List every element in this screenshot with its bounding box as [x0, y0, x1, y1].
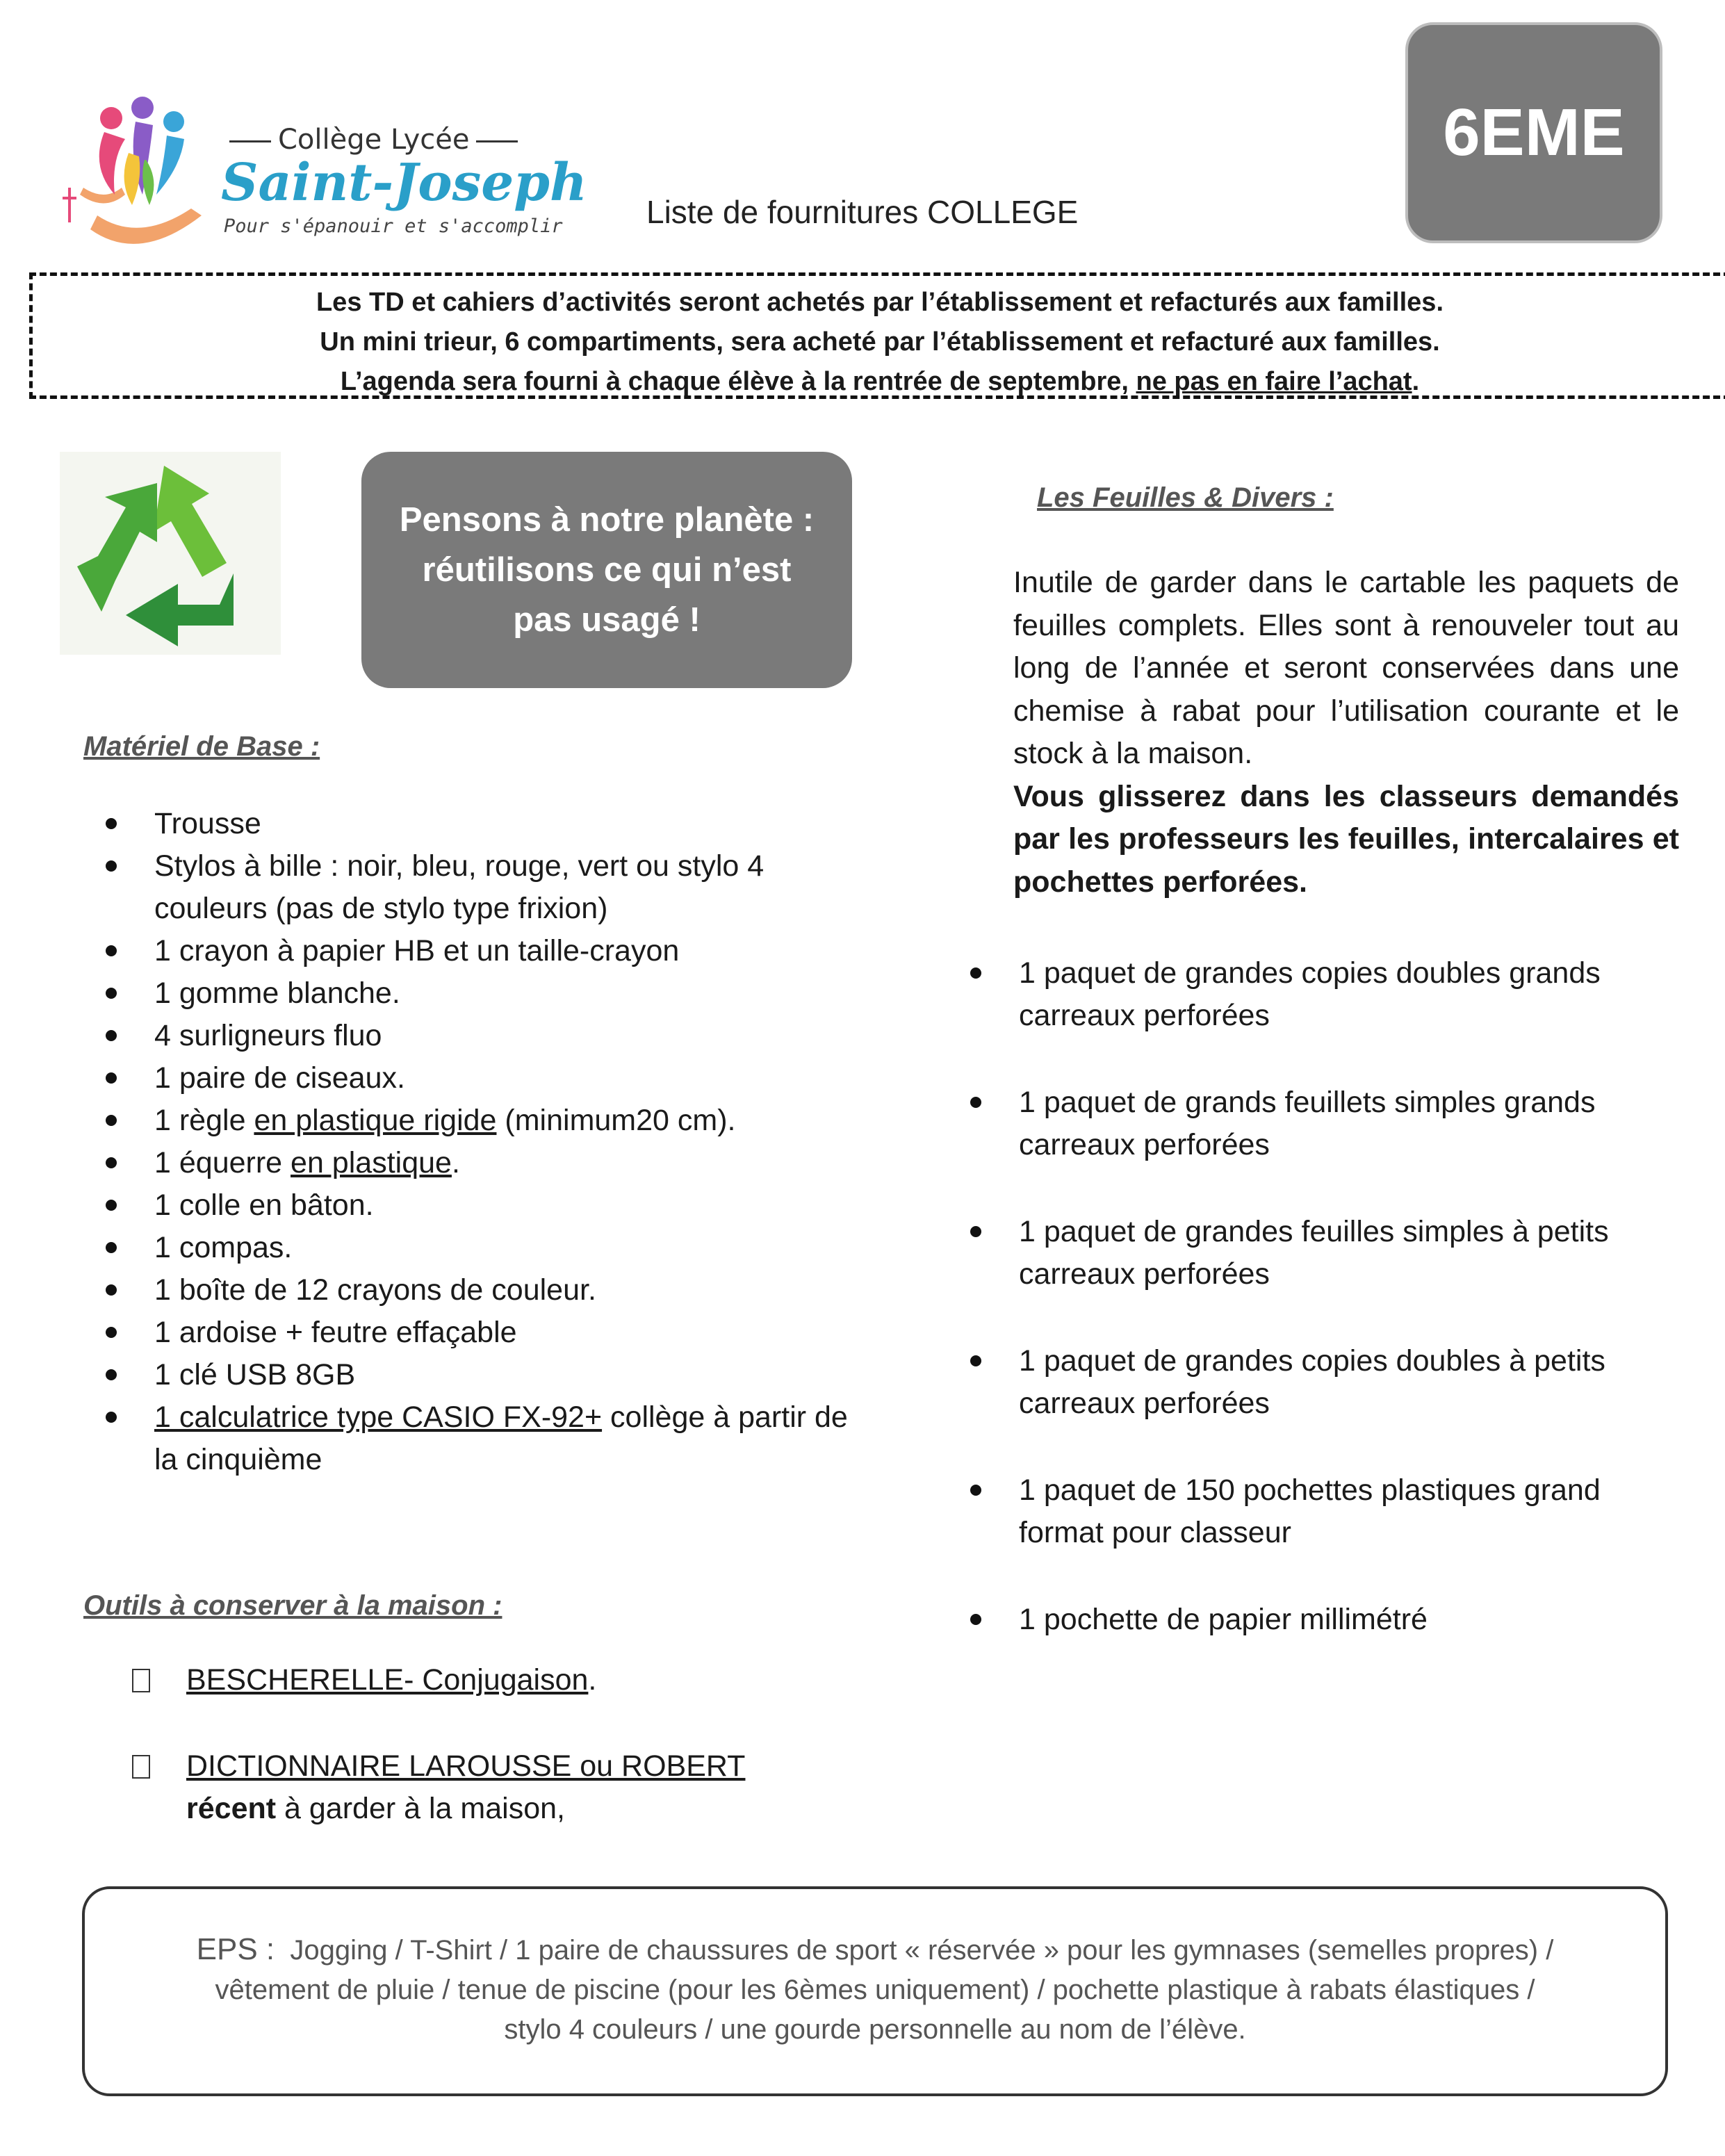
bullet-icon [106, 1157, 117, 1168]
bullet-icon [106, 988, 117, 999]
list-item: BESCHERELLE- Conjugaison. [136, 1659, 762, 1701]
notice-box [29, 272, 1725, 399]
logo-figures-icon [63, 90, 215, 250]
notice-emphasis: ne pas en faire l’achat [1136, 367, 1412, 396]
school-logo [63, 42, 587, 250]
bullet-icon [970, 967, 981, 979]
home-list [136, 1659, 762, 1874]
logo-motto: Pour s'épanouir et s'accomplir [224, 215, 563, 237]
notice-line-1: Les TD et cahiers d’activités seront achetés par l’établissement et refacturés aux familles. [316, 288, 1444, 317]
home-heading: Outils à conserver à la maison : [83, 1590, 502, 1621]
checkbox-icon [132, 1755, 150, 1779]
eps-line-3: stylo 4 couleurs / une gourde personnelle au nom de l’élève. [504, 2014, 1246, 2045]
list-item: 1 pochette de papier millimétré [1019, 1599, 1644, 1641]
list-item: 1 gomme blanche. [154, 972, 849, 1015]
notice-line-3: L’agenda sera fourni à chaque élève à la rentrée de septembre, ne pas en faire l’achat. [340, 367, 1420, 396]
list-item: 1 crayon à papier HB et un taille-crayon [154, 930, 849, 972]
list-item: 1 paquet de 150 pochettes plastiques grand format pour classeur [1019, 1469, 1644, 1554]
eps-line-1: EPS : Jogging / T-Shirt / 1 paire de chaussures de sport « réservée » pour les gymnases (semelles propres) / [196, 1932, 1554, 1966]
bullet-icon [970, 1226, 981, 1237]
eps-line-2: vêtement de pluie / tenue de piscine (pour les 6èmes uniquement) / pochette plastique à rabats élastiques / [215, 1975, 1535, 2005]
papers-intro-bold: Vous glisserez dans les classeurs demandés par les professeurs les feuilles, intercalaires et pochettes perforées. [1013, 779, 1679, 899]
bullet-icon [106, 1412, 117, 1423]
base-list [154, 803, 849, 1481]
list-item: Trousse [154, 803, 849, 845]
list-item: Stylos à bille : noir, bleu, rouge, vert ou stylo 4 couleurs (pas de stylo type frixion) [154, 845, 849, 930]
bullet-icon [106, 1284, 117, 1296]
planet-message: Pensons à notre planète : réutilisons ce qui n’est pas usagé ! [399, 501, 815, 639]
bullet-icon [106, 1327, 117, 1338]
list-item: 1 ardoise + feutre effaçable [154, 1312, 849, 1354]
recycle-icon [60, 452, 281, 655]
grade-badge [1405, 22, 1662, 243]
bullet-icon [106, 1369, 117, 1380]
bullet-icon [106, 1030, 117, 1041]
planet-message-box [361, 452, 852, 688]
papers-heading: Les Feuilles & Divers : [1037, 482, 1334, 513]
list-item: 1 colle en bâton. [154, 1184, 849, 1227]
list-item: 1 paire de ciseaux. [154, 1057, 849, 1100]
page-title: Liste de fournitures COLLEGE [646, 194, 1079, 230]
papers-list [1019, 952, 1644, 1685]
bullet-icon [106, 860, 117, 872]
list-item: 1 règle en plastique rigide (minimum20 cm). [154, 1100, 849, 1142]
notice-line-2: Un mini trieur, 6 compartiments, sera acheté par l’établissement et refacturé aux familles. [320, 327, 1440, 357]
bullet-icon [970, 1355, 981, 1366]
recycle-image [60, 452, 281, 655]
bullet-icon [106, 1242, 117, 1253]
list-item: DICTIONNAIRE LAROUSSE ou ROBERT récent à garder à la maison, [136, 1745, 762, 1830]
list-item: 1 paquet de grands feuillets simples grands carreaux perforées [1019, 1081, 1644, 1166]
bullet-icon [970, 1485, 981, 1496]
bullet-icon [106, 818, 117, 829]
grade-label: 6EME [1443, 95, 1625, 170]
eps-box [82, 1886, 1668, 2096]
bullet-icon [106, 945, 117, 956]
bullet-icon [106, 1072, 117, 1084]
base-heading: Matériel de Base : [83, 731, 320, 762]
papers-intro: Inutile de garder dans le cartable les paquets de feuilles complets. Elles sont à renouveler tout au long de l’année et seront conservées dans une chemise à rabat pour l’utilisation courante et le stock à la maison. Vous glisserez dans les classeurs demandés par les professeurs les feuilles, intercalaires et pochettes perforées. [1013, 566, 1679, 899]
list-item: 1 clé USB 8GB [154, 1354, 849, 1396]
logo-school-name: Saint-Joseph [221, 153, 587, 213]
list-item: 1 compas. [154, 1227, 849, 1269]
logo-college-text: Collège Lycée [222, 124, 525, 156]
list-item: 1 paquet de grandes feuilles simples à petits carreaux perforées [1019, 1211, 1644, 1296]
list-item: 1 paquet de grandes copies doubles à petits carreaux perforées [1019, 1340, 1644, 1425]
bullet-icon [106, 1115, 117, 1126]
list-item: 4 surligneurs fluo [154, 1015, 849, 1057]
list-item: 1 équerre en plastique. [154, 1142, 849, 1184]
bullet-icon [970, 1097, 981, 1108]
checkbox-icon [132, 1669, 150, 1692]
list-item: 1 calculatrice type CASIO FX-92+ collège à partir de la cinquième [154, 1396, 849, 1481]
bullet-icon [970, 1614, 981, 1625]
bullet-icon [106, 1200, 117, 1211]
list-item: 1 paquet de grandes copies doubles grands carreaux perforées [1019, 952, 1644, 1037]
list-item: 1 boîte de 12 crayons de couleur. [154, 1269, 849, 1312]
